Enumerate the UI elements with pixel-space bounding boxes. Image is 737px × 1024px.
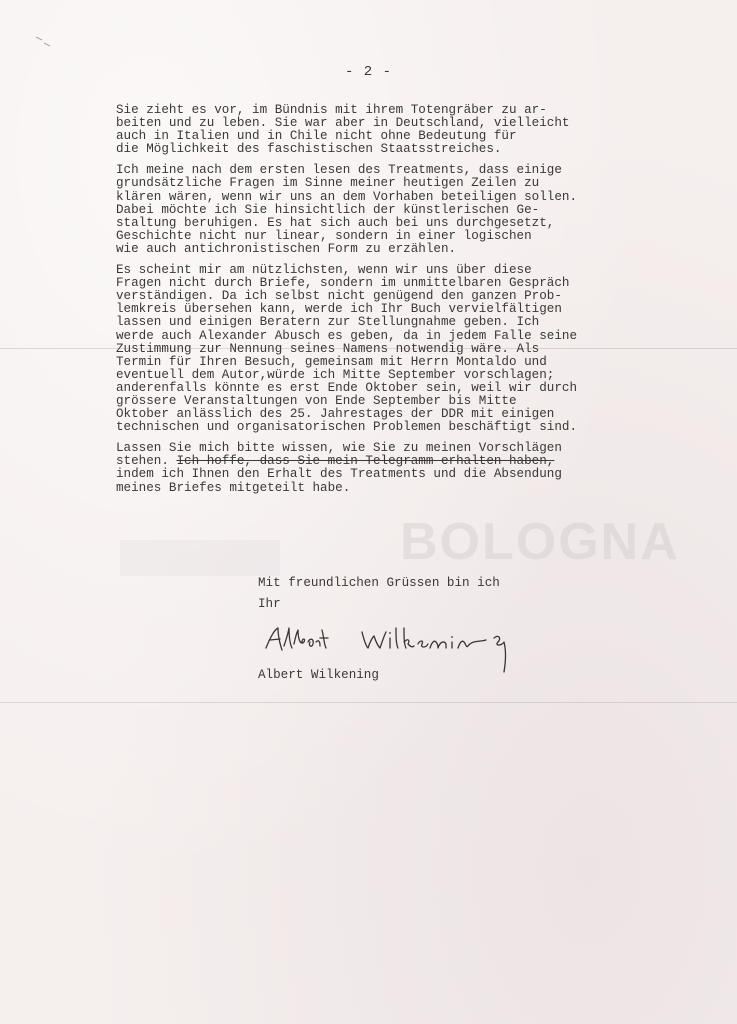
text-line: grundsätzliche Fragen im Sinne meiner heutigen Zeilen zu xyxy=(116,176,540,191)
text-line: Lassen Sie mich bitte wissen, wie Sie zu meinen Vorschlägen xyxy=(116,441,562,456)
paragraph-4 xyxy=(116,442,656,494)
closing-salutation: Ihr xyxy=(258,597,281,611)
paper-fold-line xyxy=(0,702,737,703)
paragraph-2 xyxy=(116,164,656,256)
watermark: BOLOGNA xyxy=(400,513,680,571)
text-line: Termin für Ihren Besuch, gemeinsam mit Herrn Montaldo und xyxy=(116,354,547,369)
text-line: Dabei möchte ich Sie hinsichtlich der künstlerischen Ge- xyxy=(116,202,540,217)
text-line: staltung beruhigen. Es hat sich auch bei uns durchgesetzt, xyxy=(116,215,555,230)
text-line: Oktober anlässlich des 25. Jahrestages der DDR mit einigen xyxy=(116,407,555,422)
text-line: meines Briefes mitgeteilt habe. xyxy=(116,480,351,495)
text-line: die Möglichkeit des faschistischen Staatsstreiches. xyxy=(116,142,502,157)
text-line: indem ich Ihnen den Erhalt des Treatments und die Absendung xyxy=(116,467,562,482)
text-line: technischen und organisatorischen Problemen beschäftigt sind. xyxy=(116,420,578,435)
struck-through-text: Ich hoffe, dass Sie mein Telegramm erhalten haben, xyxy=(176,454,555,469)
paragraph-3 xyxy=(116,264,656,434)
text-line: Es scheint mir am nützlichsten, wenn wir uns über diese xyxy=(116,263,532,278)
paragraph-1 xyxy=(116,104,656,156)
text-line: wie auch antichronistischen Form zu erzählen. xyxy=(116,241,457,256)
text-line: Sie zieht es vor, im Bündnis mit ihrem Totengräber zu ar- xyxy=(116,103,547,117)
text-line: Ich meine nach dem ersten lesen des Treatments, dass einige xyxy=(116,163,562,178)
text-line: klären wären, wenn wir uns an dem Vorhaben beteiligen sollen. xyxy=(116,189,578,204)
ink-mark xyxy=(34,34,54,50)
text-line: lassen und einigen Beratern zur Stellungnahme geben. Ich xyxy=(116,315,540,330)
text-line: Zustimmung zur Nennung seines Namens notwendig wäre. Als xyxy=(116,341,540,356)
text-line: auch in Italien und in Chile nicht ohne Bedeutung für xyxy=(116,129,517,144)
text-line: anderenfalls könnte es erst Ende Oktober sein, weil wir durch xyxy=(116,380,578,395)
text-line: Fragen nicht durch Briefe, sondern im unmittelbaren Gespräch xyxy=(116,276,570,291)
text-line: grössere Veranstaltungen von Ende September bis Mitte xyxy=(116,393,517,408)
text-line: Geschichte nicht nur linear, sondern in einer logischen xyxy=(116,228,532,243)
signer-name: Albert Wilkening xyxy=(258,668,379,682)
letter-body xyxy=(116,104,656,503)
stamp-shadow xyxy=(120,540,280,576)
closing-line: Mit freundlichen Grüssen bin ich xyxy=(258,576,500,590)
text-line: verständigen. Da ich selbst nicht genügend den ganzen Prob- xyxy=(116,289,562,304)
text-line: werde auch Alexander Abusch es geben, da in jedem Falle seine xyxy=(116,328,578,343)
text-segment: stehen. xyxy=(116,454,177,469)
text-line: lemkreis übersehen kann, werde ich Ihr Buch vervielfältigen xyxy=(116,302,562,317)
text-line: eventuell dem Autor,würde ich Mitte September vorschlagen; xyxy=(116,367,555,382)
text-line: beiten und zu leben. Sie war aber in Deutschland, vielleicht xyxy=(116,116,570,131)
page-number: - 2 - xyxy=(344,64,392,80)
